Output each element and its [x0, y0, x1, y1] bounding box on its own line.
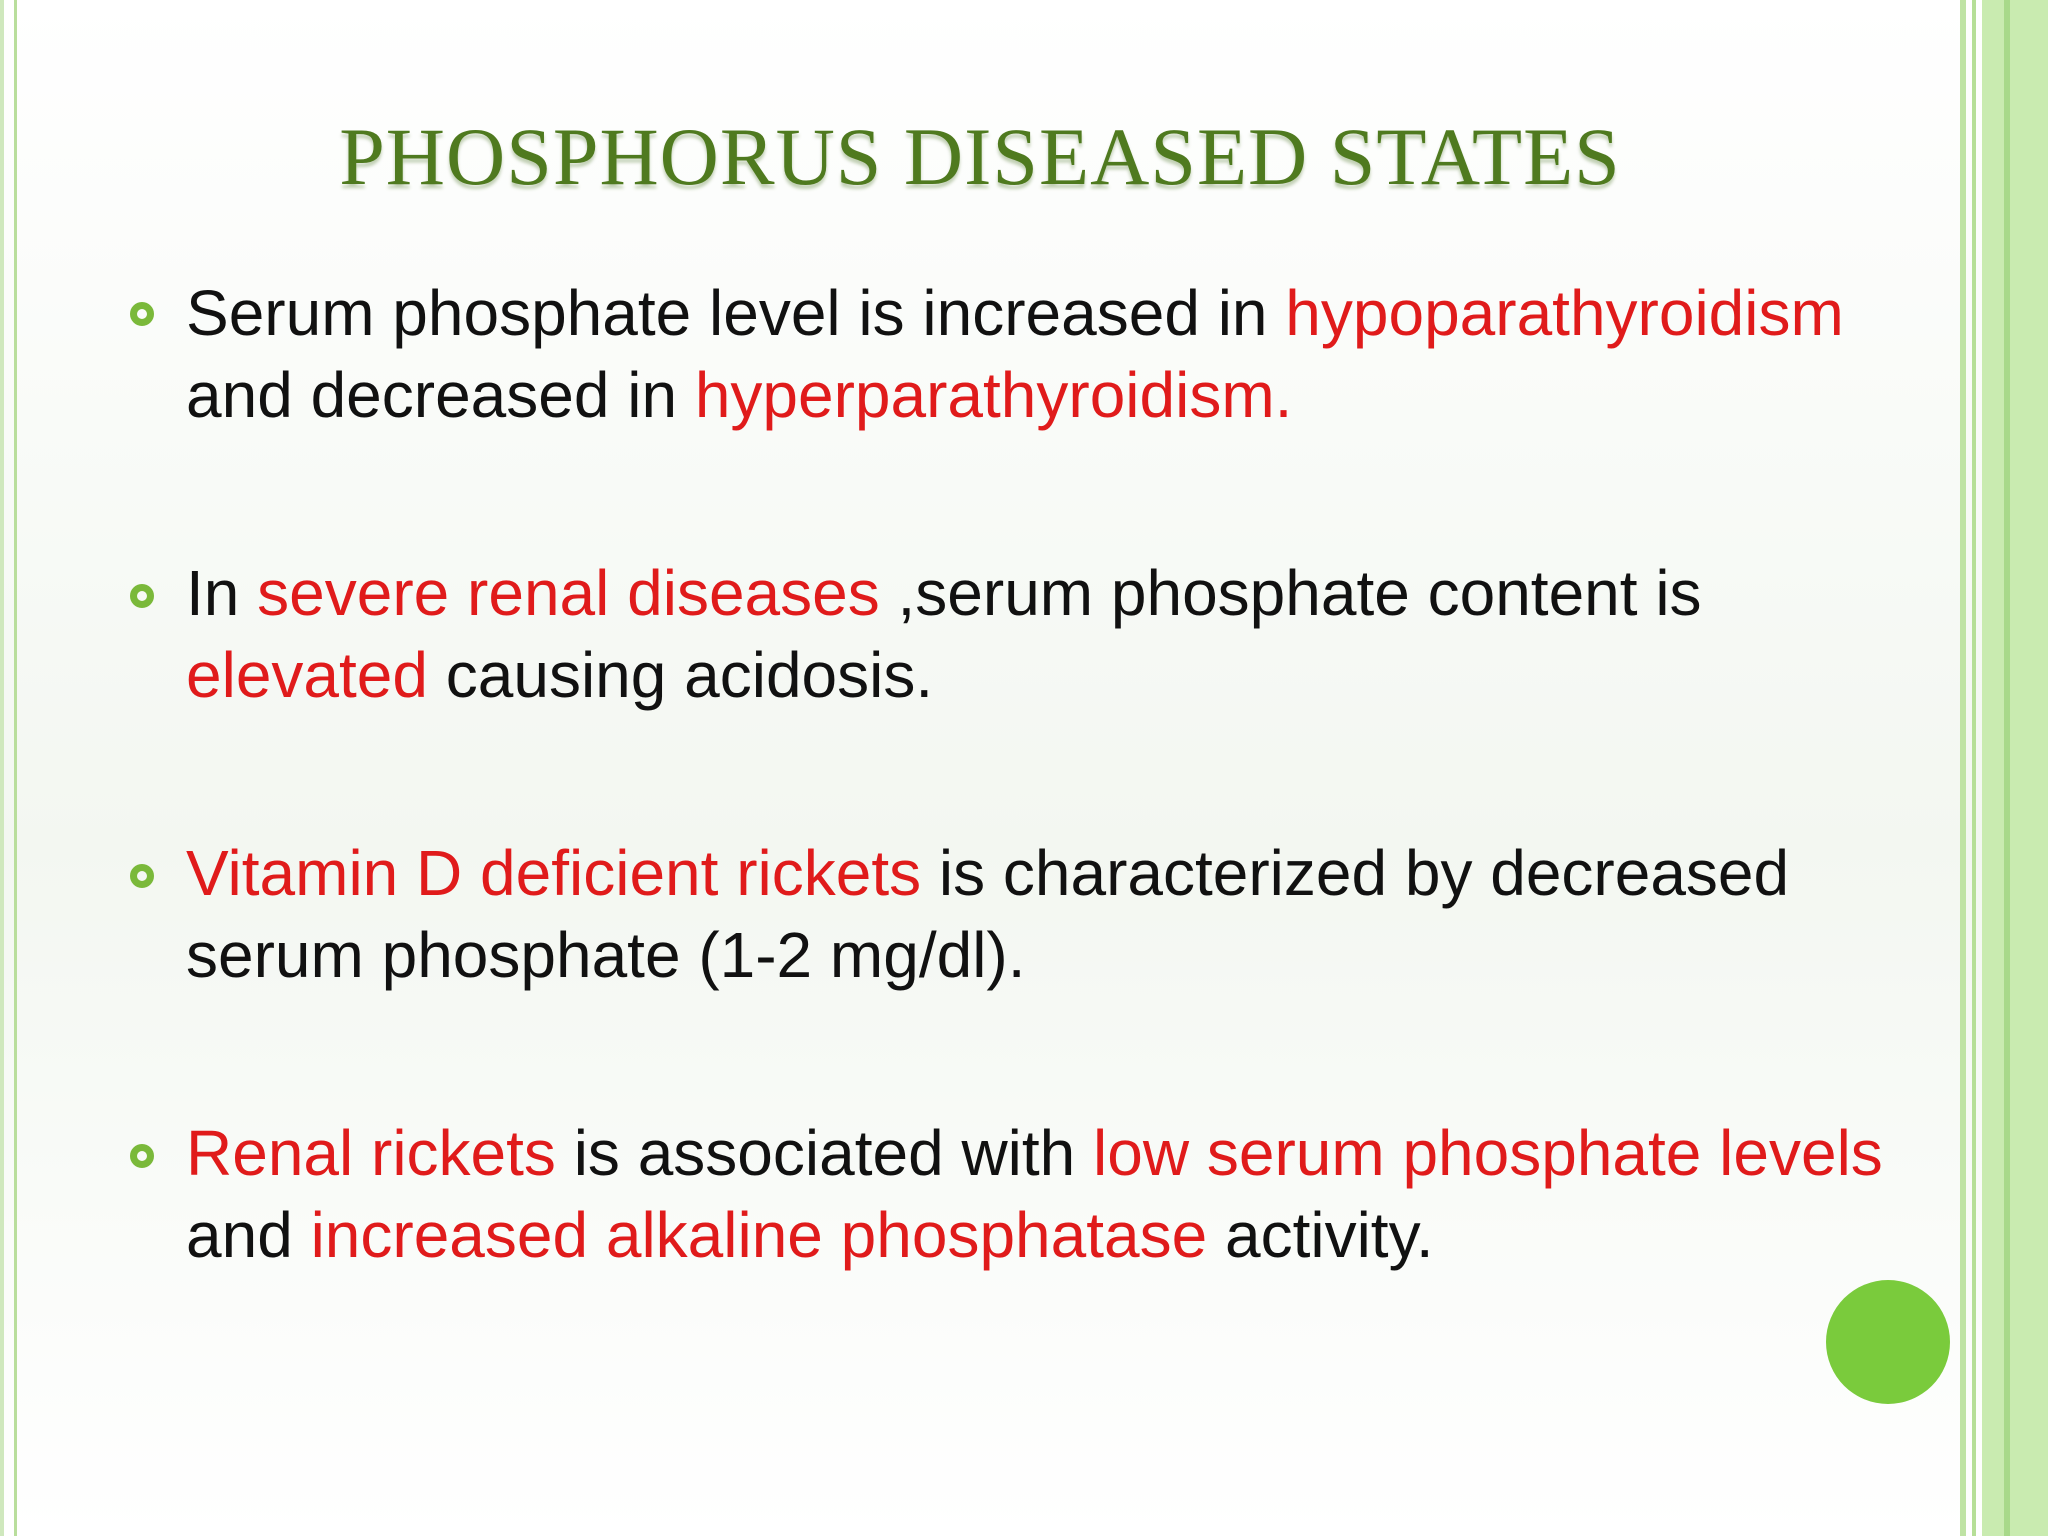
ring-bullet-icon [130, 1144, 154, 1168]
body-text: activity. [1207, 1199, 1434, 1271]
body-text: Serum phosphate level is increased in [186, 277, 1286, 349]
right-stripe [1960, 0, 1966, 1536]
body-text: is characterized by decreased serum phosphate (1-2 mg/dl). [186, 837, 1790, 991]
ring-bullet-icon [130, 864, 154, 888]
highlight-text: hypoparathyroidism [1285, 277, 1844, 349]
bullet-text [186, 1112, 1956, 1276]
highlight-text: low serum phosphate levels [1093, 1117, 1883, 1189]
body-text: is associated with [555, 1117, 1094, 1189]
highlight-text: increased alkaline phosphatase [310, 1199, 1208, 1271]
right-stripe-inner [2004, 0, 2010, 1536]
highlight-text: elevated [186, 639, 428, 711]
bullet-text [186, 832, 1956, 996]
highlight-text: severe renal diseases [257, 557, 880, 629]
right-stripe-band [1982, 0, 2048, 1536]
body-text: ,serum phosphate content is [879, 557, 1702, 629]
body-text: causing acidosis. [427, 639, 934, 711]
ring-bullet-icon [130, 302, 154, 326]
body-text: In [186, 557, 258, 629]
green-circle-decoration [1826, 1280, 1950, 1404]
highlight-text: hyperparathyroidism. [694, 359, 1293, 431]
left-border [0, 0, 4, 1536]
ring-bullet-icon [130, 584, 154, 608]
highlight-text: Vitamin D deficient rickets [186, 837, 922, 909]
highlight-text: Renal rickets [186, 1117, 556, 1189]
bullet-text [186, 272, 1956, 436]
body-text: and [186, 1199, 311, 1271]
left-border-inner [14, 0, 17, 1536]
right-stripe [1972, 0, 1976, 1536]
slide-title: PHOSPHORUS DISEASED STATES [339, 111, 1621, 202]
body-text: and decreased in [186, 359, 695, 431]
bullet-text [186, 552, 1956, 716]
